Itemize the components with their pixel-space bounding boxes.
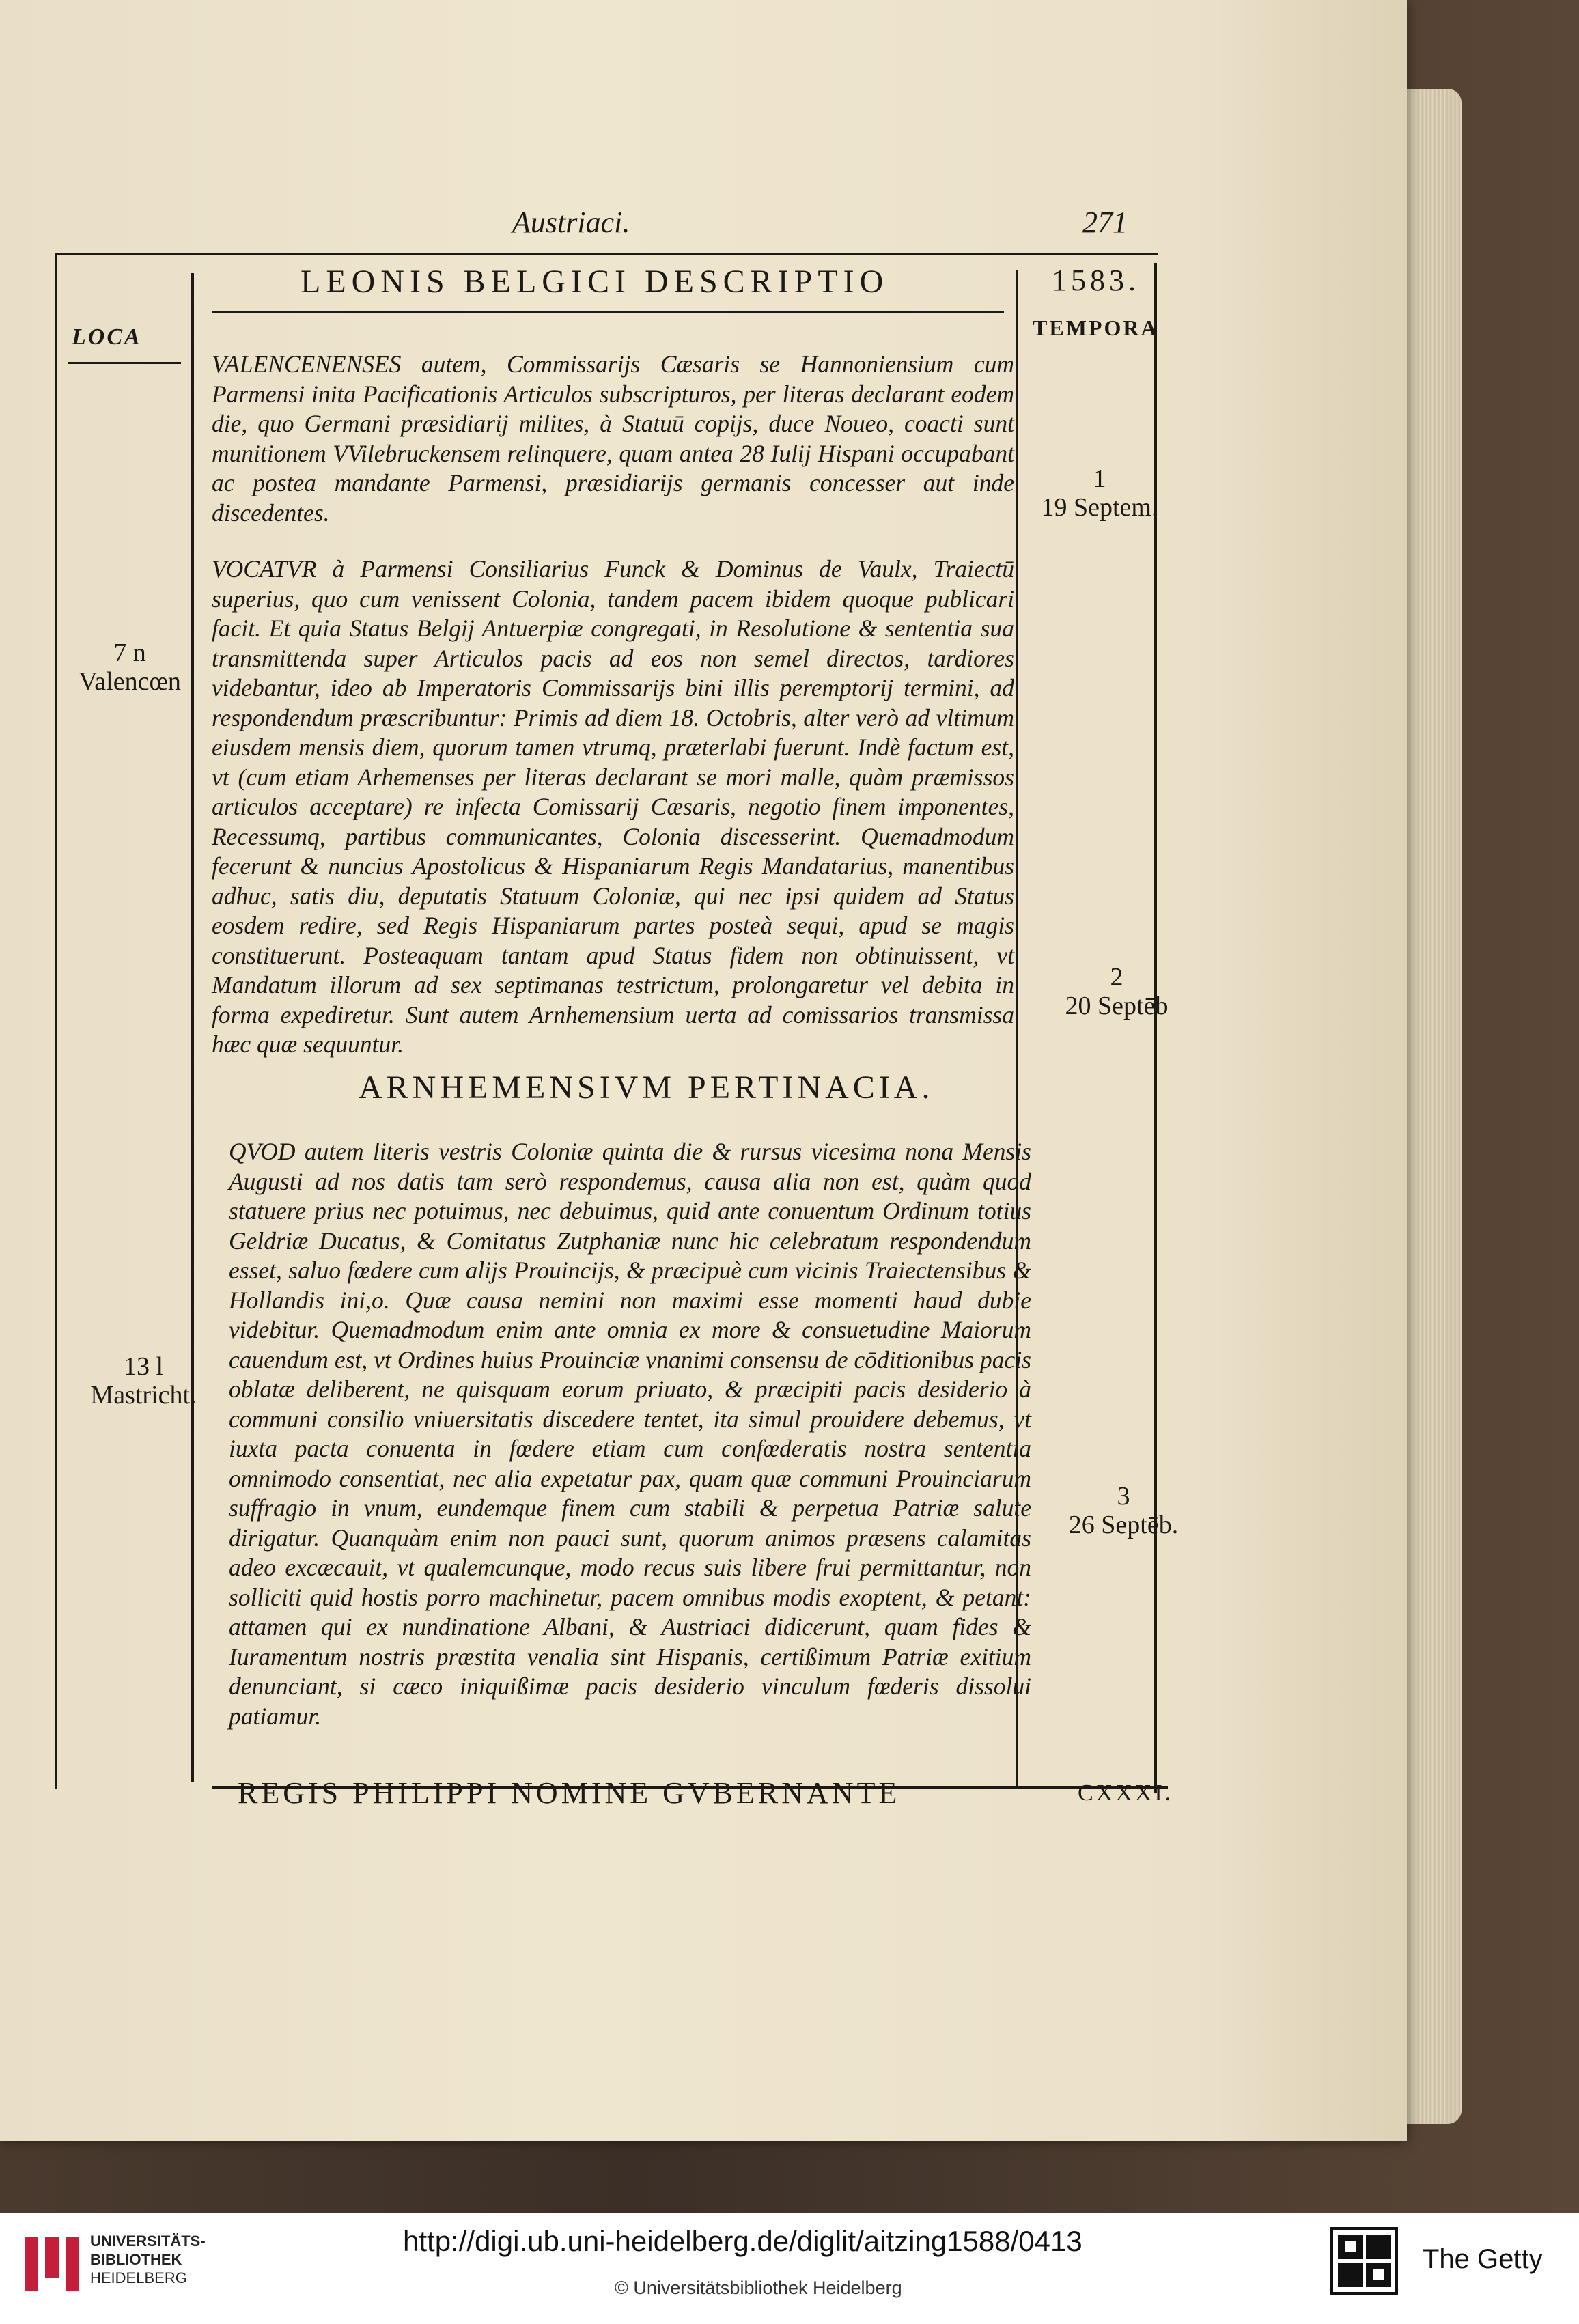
- frame-top-rule: [55, 253, 1158, 255]
- loca-note-valencoen: 7 n Valencœn: [79, 639, 181, 696]
- permalink-url[interactable]: http://digi.ub.uni-heidelberg.de/diglit/aitzing1588/0413: [403, 2225, 1082, 2257]
- page-footer-title: REGIS PHILIPPI NOMINE GVBERNANTE: [238, 1776, 901, 1810]
- getty-logo-icon: [1328, 2225, 1400, 2297]
- paragraph-valencenenses: VALENCENENSES autem, Commissarijs Cæsaris se Hannoniensium cum Parmensi inita Pacificationis Articulos subscripturos, per literas declarant eodem die, quo Germani præsidiarij milites, à Statuū copijs, duce Noueo, coacti sunt munitionem VVilebruckensem relinquere, quam antea 28 Iulij Hispani occupabant ac postea mandante Parmensi, præsidiarijs germanis concesser aut inde discedentes.: [212, 350, 1014, 527]
- library-name-line-3: HEIDELBERG: [90, 2269, 187, 2286]
- loca-note-mastricht: 13 l Mastricht.: [90, 1352, 197, 1410]
- library-name: [90, 2232, 206, 2287]
- copyright-notice: © Universitätsbibliothek Heidelberg: [615, 2278, 902, 2298]
- running-head: Austriaci.: [512, 206, 630, 239]
- tempora-note-26-september: 3 26 Septēb.: [1068, 1482, 1179, 1539]
- library-name-line-1: UNIVERSITÄTS-: [90, 2232, 206, 2250]
- paragraph-quod: QVOD autem literis vestris Coloniæ quinta die & rursus vicesima nona Mensis Augusti ad nos datis tam serò respondemus, causa alia non est, quàm quod statuere prius nec potuimus, nec debuimus, quid ante conuentum Ordinum totius Geldriæ Ducatus, & Comitatus Zutphaniæ nunc hic celebratum respondendum esset, saluo fœdere cum alijs Prouincijs, & præcipuè cum vicinis Traiectensibus & Hollandis ini,o. Quæ causa nemini non maximi esse momenti haud dubie videbitur. Quemadmodum enim ante omnia ex more & consuetudine Maiorum cauendum est, vt Ordines huius Prouinciæ vnanimi consensu de cōditionibus pacis oblatæ deliberent, ne quisquam eorum priuato, & præcipiti pacis desiderio à communi consilio vniuersitatis discedere tentet, ita simul prouidere debemus, vt iuxta pacta conuenta in fœdere etiam cum confœderatis nostra sententia omnimodo consentiat, nec alia expetatur pax, quam quæ communi Prouinciarum suffragio in vnum, eundemque finem cum stabili & perpetua Patriæ salute dirigatur. Quanquàm enim non pauci sunt, quorum animos præsens calamitas adeo excæcauit, vt qualemcunque, modo recus suis libere frui permittantur, non solliciti quid hostis porro machinetur, pacem omnibus modis exoptent, & petant: attamen qui ex nundinatione Albani, & Austriaci didicerunt, quam fides & Iuramentum nostris præstita venalia sint Hispanis, certißimum Patriæ exitium denunciant, si cæco iniquißimæ pacis desiderio vinculum fœderis dissolui patiamur.: [229, 1138, 1031, 1730]
- page-number: 271: [1082, 206, 1128, 239]
- loca-underline: [68, 362, 181, 364]
- title-underline: [212, 311, 1004, 313]
- frame-left-rule: [55, 253, 57, 1789]
- university-library-logo-icon: [19, 2230, 85, 2295]
- partner-name: The Getty: [1423, 2244, 1543, 2274]
- tempora-note-19-september: 1 19 Septem.: [1041, 464, 1158, 522]
- library-name-line-2: BIBLIOTHEK: [90, 2251, 182, 2268]
- tempora-note-20-september: 2 20 Septēb: [1065, 963, 1169, 1020]
- loca-column-heading: LOCA: [72, 324, 142, 350]
- paragraph-vocatur: VOCATVR à Parmensi Consiliarius Funck & Dominus de Vaulx, Traiectū superius, quo cum venissent Colonia, tandem pacem ibidem quoque publicari facit. Et quia Status Belgij Antuerpiæ congregati, in Resolutione & sententia sua transmittenda super Articulos pacis ad eos non semel directos, tardiores videbantur, ideo ab Imperatoris Commissarijs bini illis peremptorij termini, ad respondendum præscribuntur: Primis ad diem 18. Octobris, alter verò ad vltimum eiusdem mensis diem, quorum tamen vtrumq, præterlabi fuerunt. Indè factum est, vt (cum etiam Arhemenses per literas declarant se mori malle, quàm præmissos articulos acceptare) re infecta Comissarij Cæsaris, negotio finem imponentes, Recessumq, partibus communicantes, Colonia discesserint. Quemadmodum fecerunt & nuncius Apostolicus & Hispaniarum Regis Mandatarius, manentibus adhuc, satis diu, deputatis Statuum Coloniæ, qui nec ipsi quidem ad Status eosdem redire, sed Regis Hispaniarum partes posteà sequi, apud se magis constituerunt. Posteaquam tantam apud Status fidem non obtinuissent, vt Mandatum illorum ad sex septimanas testrictum, prolongaretur vel debita in forma expediretur. Sunt autem Arnhemensium uerta ad comissarios transmissa hæc quæ sequuntur.: [212, 555, 1014, 1058]
- folio-number: CXXXI.: [1078, 1780, 1174, 1806]
- year-heading: 1583.: [1052, 264, 1140, 297]
- tempora-column-heading: TEMPORA: [1033, 316, 1159, 340]
- section-heading: ARNHEMENSIVM PERTINACIA.: [359, 1069, 934, 1106]
- page-title: LEONIS BELGICI DESCRIPTIO: [301, 264, 889, 300]
- loca-column-rule: [191, 273, 194, 1782]
